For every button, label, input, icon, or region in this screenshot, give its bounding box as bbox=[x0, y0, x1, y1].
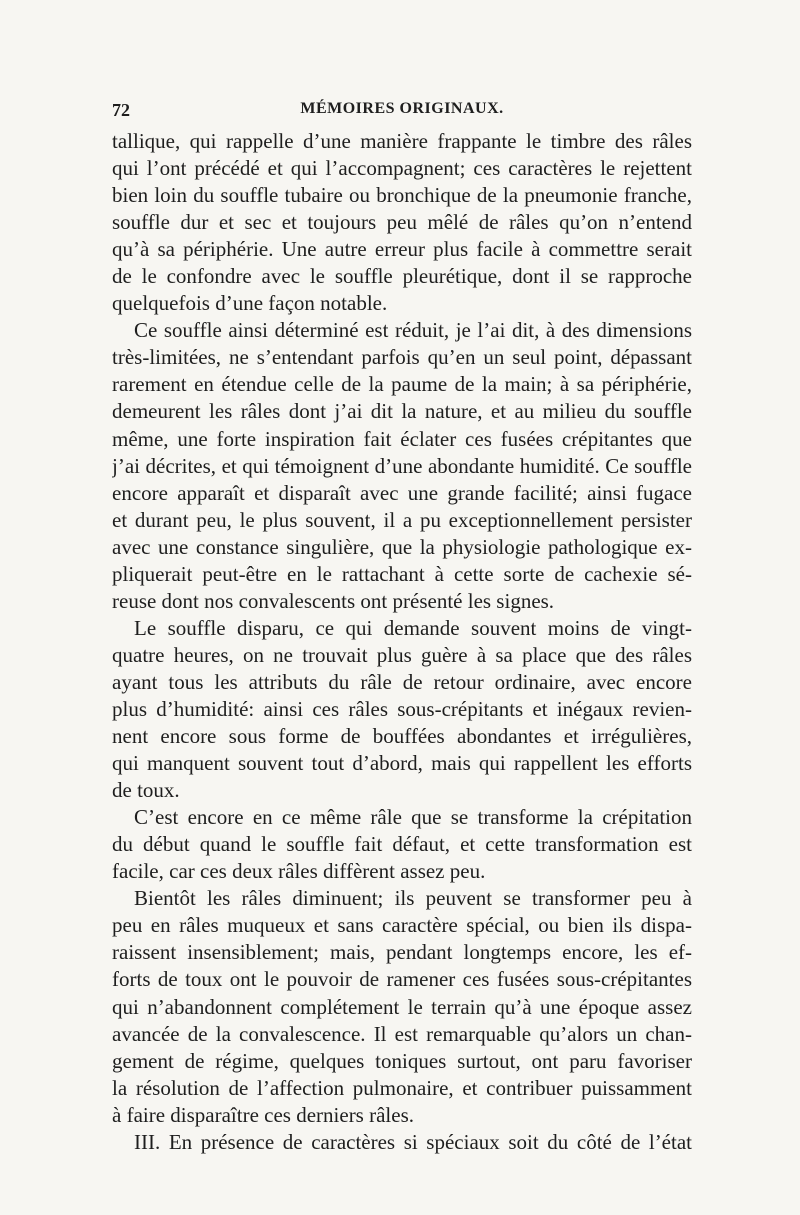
text-line: et durant peu, le plus souvent, il a pu exceptionnellement persister bbox=[112, 507, 692, 532]
text-line: quelquefois d’une façon notable. bbox=[112, 291, 388, 316]
text-line: encore apparaît et disparaît avec une grande facilité; ainsi fugace bbox=[112, 480, 692, 505]
text-line: III. En présence de caractères si spéciaux soit du côté de l’état bbox=[134, 1129, 692, 1154]
text-line: ayant tous les attributs du râle de retour ordinaire, avec encore bbox=[112, 669, 692, 694]
text-line: même, une forte inspiration fait éclater ces fusées crépitantes que bbox=[112, 426, 692, 451]
text-line: qui manquent souvent tout d’abord, mais qui rappellent les efforts bbox=[112, 751, 692, 776]
text-line: du début quand le souffle fait défaut, et cette transformation est bbox=[112, 832, 692, 857]
text-line: tallique, qui rappelle d’une manière frappante le timbre des râles bbox=[112, 129, 692, 153]
text-line: Bientôt les râles diminuent; ils peuvent se transformer peu à bbox=[134, 886, 692, 911]
text-line: avec une constance singulière, que la physiologie pathologique ex- bbox=[112, 534, 692, 559]
text-line: qui l’ont précédé et qui l’accompagnent; ces caractères le rejettent bbox=[112, 156, 692, 181]
text-line: pliquerait peut-être en le rattachant à cette sorte de cachexie sé- bbox=[112, 561, 692, 586]
text-line: de toux. bbox=[112, 778, 180, 803]
page-number: 72 bbox=[112, 100, 130, 120]
running-title: MÉMOIRES ORIGINAUX. bbox=[300, 100, 504, 117]
text-line: plus d’humidité: ainsi ces râles sous-crépitants et inégaux revien- bbox=[112, 696, 692, 721]
text-line: rarement en étendue celle de la paume de la main; à sa périphérie, bbox=[112, 372, 692, 397]
text-line: la résolution de l’affection pulmonaire, et contribuer puissamment bbox=[112, 1075, 692, 1100]
text-line: de le confondre avec le souffle pleurétique, dont il se rapproche bbox=[112, 264, 692, 289]
text-line: à faire disparaître ces derniers râles. bbox=[112, 1102, 414, 1127]
text-line: avancée de la convalescence. Il est remarquable qu’alors un chan- bbox=[112, 1021, 692, 1046]
body-text bbox=[112, 128, 692, 1156]
text-line: bien loin du souffle tubaire ou bronchique de la pneumonie franche, bbox=[112, 183, 692, 208]
text-line: nent encore sous forme de bouffées abondantes et irrégulières, bbox=[112, 724, 692, 749]
text-line: souffle dur et sec et toujours peu mêlé de râles qu’on n’entend bbox=[112, 210, 692, 235]
text-line: facile, car ces deux râles diffèrent assez peu. bbox=[112, 859, 486, 884]
page-header bbox=[112, 100, 692, 126]
text-line: quatre heures, on ne trouvait plus guère à sa place que des râles bbox=[112, 642, 692, 667]
text-line: très-limitées, ne s’entendant parfois qu’en un seul point, dépassant bbox=[112, 345, 692, 370]
text-line: qu’à sa périphérie. Une autre erreur plus facile à commettre serait bbox=[112, 237, 692, 262]
text-line: C’est encore en ce même râle que se transforme la crépitation bbox=[134, 805, 692, 830]
text-line: demeurent les râles dont j’ai dit la nature, et au milieu du souffle bbox=[112, 399, 692, 424]
text-line: gement de régime, quelques toniques surtout, ont paru favoriser bbox=[112, 1048, 692, 1073]
text-line: Le souffle disparu, ce qui demande souvent moins de vingt- bbox=[134, 615, 692, 640]
text-line: j’ai décrites, et qui témoignent d’une abondante humidité. Ce souffle bbox=[112, 453, 692, 478]
text-line: reuse dont nos convalescents ont présenté les signes. bbox=[112, 588, 555, 613]
text-line: qui n’abandonnent complétement le terrain qu’à une époque assez bbox=[112, 994, 692, 1019]
text-line: Ce souffle ainsi déterminé est réduit, je l’ai dit, à des dimensions bbox=[134, 318, 692, 343]
text-line: peu en râles muqueux et sans caractère spécial, ou bien ils dispa- bbox=[112, 913, 692, 938]
text-line: raissent insensiblement; mais, pendant longtemps encore, les ef- bbox=[112, 940, 692, 965]
text-line: forts de toux ont le pouvoir de ramener ces fusées sous-crépitantes bbox=[112, 967, 692, 992]
